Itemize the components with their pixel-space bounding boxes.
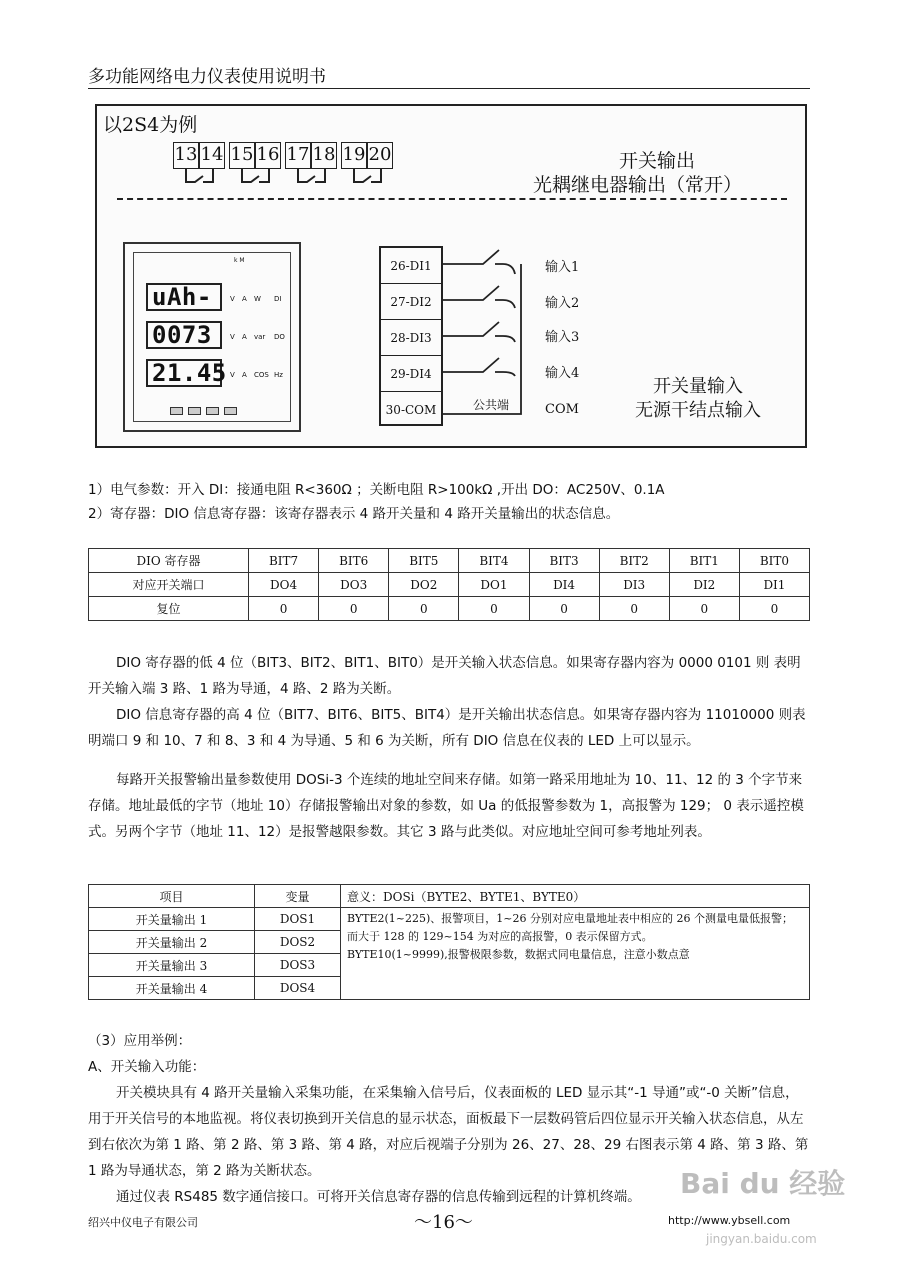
table-cell: 0 — [319, 597, 389, 621]
paragraph-dos: 每路开关报警输出量参数使用 DOSi-3 个连续的地址空间来存储。如第一路采用地址为 10、11、12 的 3 个字节来存储。地址最低的字节（地址 10）存储报警输出对象的参数，如 Ua 的低报警参数为 1，高报警为 129； 0 表示遥控模式。另两个字节（地址 11、12）是报警越限参数。其它 3 路与此类似。对应地址空间可参考地址列表。 — [88, 772, 804, 840]
table-cell: 0 — [739, 597, 809, 621]
table-cell: 开关量输出 4 — [89, 977, 255, 1000]
unit-do: DO — [274, 333, 285, 341]
unit-v3: V — [230, 371, 235, 379]
unit-var: var — [254, 333, 266, 341]
dio-register-table — [88, 548, 810, 621]
meter-button-left[interactable] — [170, 407, 183, 415]
input-subtitle: 无源干结点输入 — [635, 400, 761, 421]
wiring-figure — [95, 104, 807, 448]
table-cell: BIT2 — [599, 549, 669, 573]
footer-company: 绍兴中仪电子有限公司 — [88, 1216, 198, 1229]
input-terminal-block — [379, 246, 443, 426]
terminal-14: 14 — [199, 142, 225, 169]
output-subtitle: 光耦继电器输出（常开） — [533, 174, 743, 196]
table-cell: DOS4 — [255, 977, 341, 1000]
table-cell: BIT3 — [529, 549, 599, 573]
table-row — [89, 885, 810, 908]
section-divider — [117, 198, 787, 200]
output-title: 开关输出 — [619, 150, 696, 172]
meter-top-label: k M — [234, 257, 245, 264]
terminal-di1: 26-DI1 — [381, 248, 441, 284]
table-cell: 0 — [529, 597, 599, 621]
input-4-label: 输入4 — [545, 366, 580, 381]
table-cell: 开关量输出 3 — [89, 954, 255, 977]
table-cell: DIO 寄存器 — [89, 549, 249, 573]
unit-a2: A — [242, 333, 247, 341]
table-cell: BIT6 — [319, 549, 389, 573]
table-cell: 开关量输出 2 — [89, 931, 255, 954]
com-label: COM — [545, 402, 579, 417]
unit-cos: COS — [254, 371, 269, 379]
table-header: 项目 — [89, 885, 255, 908]
meter-face — [133, 252, 291, 422]
dos-table — [88, 884, 810, 1000]
unit-di: DI — [274, 295, 282, 303]
watermark-url: jingyan.baidu.com — [706, 1232, 817, 1246]
input-3-label: 输入3 — [545, 330, 580, 345]
table-cell: DO2 — [389, 573, 459, 597]
terminal-18: 18 — [311, 142, 337, 169]
meter-button-right[interactable] — [188, 407, 201, 415]
table-cell: DO3 — [319, 573, 389, 597]
paragraph-dio-low: DIO 寄存器的低 4 位（BIT3、BIT2、BIT1、BIT0）是开关输入状态信息。如果寄存器内容为 0000 0101 则 表明开关输入端 3 路、1 路为导通，4 路、2 路为关断。 — [88, 655, 801, 697]
table-cell: DOS2 — [255, 931, 341, 954]
input-1-label: 输入1 — [545, 260, 580, 275]
page-header-title: 多功能网络电力仪表使用说明书 — [88, 67, 326, 87]
table-cell: 对应开关端口 — [89, 573, 249, 597]
spec-line-1: 1）电气参数：开入 DI：接通电阻 R<360Ω ；关断电阻 R>100kΩ ,开出 DO：AC250V、0.1A — [88, 482, 665, 498]
table-cell: 0 — [389, 597, 459, 621]
terminal-di4: 29-DI4 — [381, 356, 441, 392]
spec-line-2: 2）寄存器：DIO 信息寄存器：该寄存器表示 4 路开关量和 4 路开关量输出的状态信息。 — [88, 506, 620, 522]
table-cell: 0 — [249, 597, 319, 621]
terminal-com: 30-COM — [385, 403, 437, 417]
input-2-label: 输入2 — [545, 296, 580, 311]
table-cell: DI3 — [599, 573, 669, 597]
table-cell: BIT1 — [669, 549, 739, 573]
application-paragraph-2: 通过仪表 RS485 数字通信接口。可将开关信息寄存器的信息传输到远程的计算机终端。 — [116, 1189, 641, 1205]
application-paragraph-1: 开关模块具有 4 路开关量输入采集功能，在采集输入信号后，仪表面板的 LED 显示其“-1 导通”或“-0 关断”信息，用于开关信号的本地监视。将仪表切换到开关信息的显示状态，面板最下一层数码管后四位显示开关输入状态信息，从左到右依次为第 1 路、第 2 路、第 3 路、第 4 路，对应后视端子分别为 26、27、28、29 右图表示第 4 路、第 3 路、第 1 路为导通状态，第 2 路为关断状态。 — [88, 1085, 809, 1179]
table-row — [89, 597, 810, 621]
table-cell: 0 — [599, 597, 669, 621]
display-line-2: 0073 — [146, 321, 222, 349]
table-cell: BIT4 — [459, 549, 529, 573]
input-title: 开关量输入 — [653, 376, 743, 397]
table-header: 意义：DOSi（BYTE2、BYTE1、BYTE0） — [341, 885, 810, 908]
footer-url: http://www.ybsell.com — [668, 1214, 791, 1227]
display-line-1: uAh- — [146, 283, 222, 311]
table-cell: BIT0 — [739, 549, 809, 573]
meter-panel — [123, 242, 301, 432]
terminal-13: 13 — [173, 142, 199, 169]
application-title: （3）应用举例： — [88, 1033, 192, 1049]
application-subtitle: A、开关输入功能： — [88, 1059, 206, 1075]
footer-page-number: ～16～ — [414, 1212, 473, 1233]
relay-contacts-icon — [173, 168, 403, 192]
table-row — [89, 549, 810, 573]
terminal-15: 15 — [229, 142, 255, 169]
unit-a3: A — [242, 371, 247, 379]
watermark-logo: Bai du 经验 — [680, 1167, 846, 1200]
paragraph-dio-high: DIO 信息寄存器的高 4 位（BIT7、BIT6、BIT5、BIT4）是开关输出状态信息。如果寄存器内容为 11010000 则表明端口 9 和 10、7 和 8、3 和 4 为导通、5 和 6 为关断，所有 DIO 信息在仪表的 LED 上可以显示。 — [88, 707, 806, 749]
meter-button-enter[interactable] — [224, 407, 237, 415]
header-rule — [88, 88, 810, 89]
table-cell: BIT7 — [249, 549, 319, 573]
unit-hz: Hz — [274, 371, 283, 379]
table-row — [89, 573, 810, 597]
display-line-3: 21.45 — [146, 359, 222, 387]
terminal-di2: 27-DI2 — [381, 284, 441, 320]
table-cell: DI2 — [669, 573, 739, 597]
table-cell: DO4 — [249, 573, 319, 597]
table-cell: DOS3 — [255, 954, 341, 977]
table-header: 变量 — [255, 885, 341, 908]
unit-a: A — [242, 295, 247, 303]
terminal-17: 17 — [285, 142, 311, 169]
terminal-16: 16 — [255, 142, 281, 169]
table-cell: BIT5 — [389, 549, 459, 573]
table-cell: 0 — [459, 597, 529, 621]
unit-w: W — [254, 295, 261, 303]
table-cell: DOS1 — [255, 908, 341, 931]
terminal-20: 20 — [367, 142, 393, 169]
table-cell: DO1 — [459, 573, 529, 597]
terminal-di3: 28-DI3 — [381, 320, 441, 356]
dos-meaning-2: BYTE10(1~9999),报警极限参数，数据式同电量信息，注意小数点意 — [347, 948, 690, 961]
table-cell: 复位 — [89, 597, 249, 621]
dos-meaning-cell — [341, 908, 810, 1000]
table-cell: 开关量输出 1 — [89, 908, 255, 931]
example-label: 以2S4为例 — [103, 114, 198, 136]
table-cell: 0 — [669, 597, 739, 621]
table-row — [89, 908, 810, 931]
common-terminal-label: 公共端 — [473, 398, 510, 412]
dos-meaning-1: BYTE2(1~225)、报警项目，1~26 分别对应电量地址表中相应的 26 个测量电量低报警；而大于 128 的 129~154 为对应的高报警，0 表示保留方式。 — [347, 912, 794, 943]
table-cell: DI4 — [529, 573, 599, 597]
unit-v: V — [230, 295, 235, 303]
meter-button-menu[interactable] — [206, 407, 219, 415]
table-cell: DI1 — [739, 573, 809, 597]
unit-v2: V — [230, 333, 235, 341]
terminal-19: 19 — [341, 142, 367, 169]
